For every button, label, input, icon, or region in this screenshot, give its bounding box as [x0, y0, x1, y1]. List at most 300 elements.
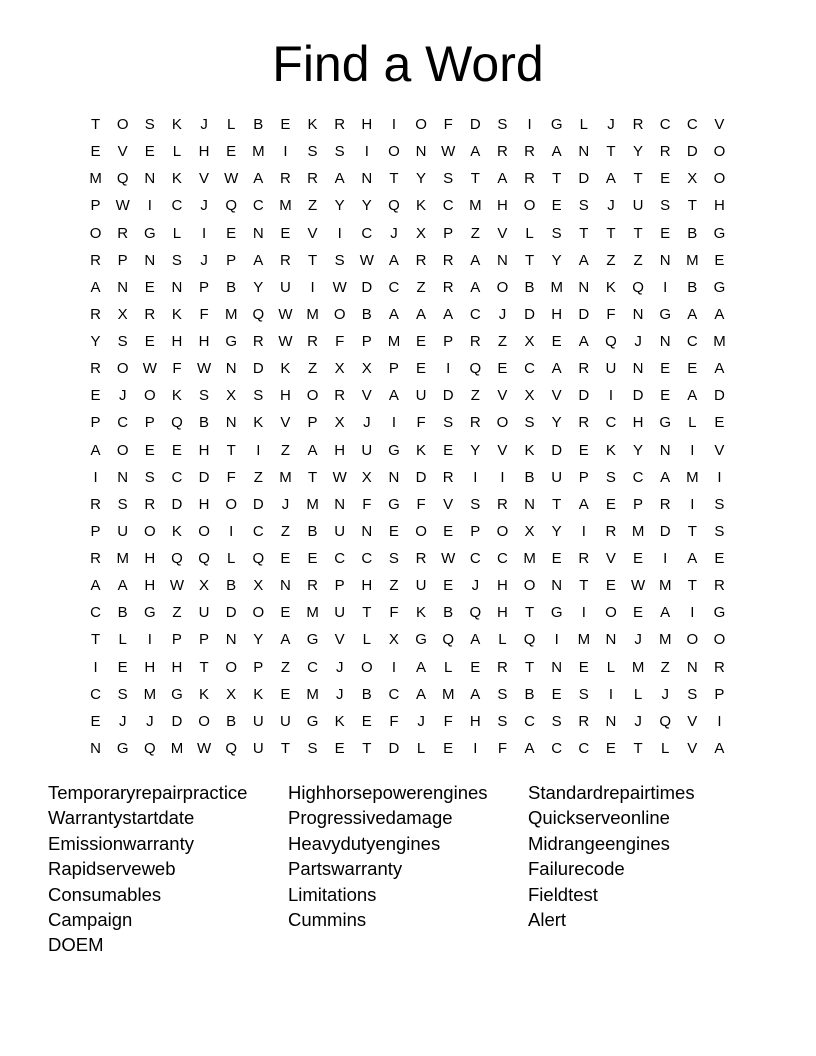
grid-cell[interactable]: N [280, 577, 291, 595]
grid-cell[interactable]: I [690, 495, 695, 513]
grid-cell[interactable]: B [524, 468, 535, 486]
grid-cell[interactable]: N [117, 468, 129, 486]
grid-cell[interactable]: V [361, 387, 372, 405]
grid-cell[interactable]: I [337, 224, 342, 242]
grid-cell[interactable]: C [524, 360, 535, 378]
grid-cell[interactable]: T [389, 170, 399, 188]
grid-cell[interactable]: H [497, 577, 508, 595]
grid-cell[interactable]: D [252, 495, 264, 513]
grid-cell[interactable]: A [388, 251, 399, 269]
grid-cell[interactable]: M [224, 305, 238, 323]
grid-cell[interactable]: M [441, 685, 455, 703]
grid-cell[interactable]: P [226, 251, 237, 269]
grid-cell[interactable]: U [551, 468, 563, 486]
grid-cell[interactable]: Q [198, 550, 210, 567]
grid-cell[interactable]: S [199, 387, 210, 405]
grid-cell[interactable]: U [415, 577, 427, 595]
grid-cell[interactable]: I [147, 631, 152, 649]
grid-cell[interactable]: K [605, 278, 616, 296]
grid-cell[interactable]: V [497, 441, 508, 459]
grid-cell[interactable]: K [253, 685, 264, 703]
grid-cell[interactable]: D [171, 712, 183, 730]
grid-cell[interactable]: P [253, 658, 264, 676]
grid-cell[interactable]: D [524, 305, 535, 323]
grid-cell[interactable]: N [632, 305, 644, 323]
grid-cell[interactable]: G [171, 685, 183, 703]
grid-cell[interactable]: B [307, 522, 318, 540]
grid-cell[interactable]: O [252, 604, 265, 622]
grid-cell[interactable]: W [359, 251, 374, 269]
grid-cell[interactable]: R [334, 387, 346, 405]
grid-cell[interactable]: O [198, 522, 210, 540]
grid-cell[interactable]: A [470, 631, 481, 649]
grid-cell[interactable]: I [446, 360, 451, 378]
grid-cell[interactable]: U [334, 604, 346, 622]
grid-cell[interactable]: R [307, 170, 318, 188]
grid-cell[interactable]: J [146, 712, 154, 730]
grid-cell[interactable]: Z [470, 224, 480, 242]
grid-cell[interactable]: S [470, 495, 481, 513]
grid-cell[interactable]: Y [334, 197, 345, 215]
grid-cell[interactable]: R [578, 414, 590, 432]
grid-cell[interactable]: T [606, 224, 616, 242]
grid-cell[interactable]: J [118, 387, 127, 405]
grid-cell[interactable]: Q [252, 305, 265, 323]
grid-cell[interactable]: A [470, 278, 481, 296]
grid-cell[interactable]: W [142, 360, 157, 378]
grid-cell[interactable]: B [226, 278, 237, 296]
grid-cell[interactable]: K [171, 522, 182, 540]
grid-cell[interactable]: Z [416, 278, 426, 296]
grid-cell[interactable]: T [633, 170, 643, 188]
grid-cell[interactable]: Y [361, 197, 372, 215]
grid-cell[interactable]: W [441, 143, 456, 161]
grid-cell[interactable]: N [659, 333, 671, 350]
grid-cell[interactable]: J [118, 712, 127, 730]
grid-cell[interactable]: J [200, 251, 208, 269]
grid-cell[interactable]: G [713, 604, 726, 622]
grid-cell[interactable]: F [335, 333, 345, 350]
grid-cell[interactable]: W [278, 333, 293, 350]
grid-cell[interactable]: A [470, 143, 481, 161]
grid-cell[interactable]: S [144, 116, 155, 133]
grid-cell[interactable]: I [391, 414, 397, 432]
grid-cell[interactable]: X [524, 333, 535, 350]
grid-cell[interactable]: I [500, 468, 505, 486]
grid-cell[interactable]: B [443, 604, 454, 622]
grid-cell[interactable]: C [171, 197, 183, 215]
grid-cell[interactable]: A [443, 305, 454, 323]
grid-cell[interactable]: E [144, 143, 155, 161]
grid-cell[interactable]: T [280, 739, 291, 757]
grid-cell[interactable]: R [144, 495, 156, 513]
grid-cell[interactable]: I [364, 143, 369, 161]
grid-cell[interactable]: M [306, 685, 319, 703]
grid-cell[interactable]: N [415, 143, 427, 161]
grid-cell[interactable]: X [334, 360, 345, 378]
grid-cell[interactable]: F [443, 116, 453, 133]
grid-cell[interactable]: R [524, 170, 535, 188]
grid-cell[interactable]: B [524, 685, 535, 703]
grid-cell[interactable]: U [252, 739, 264, 757]
grid-cell[interactable]: Q [143, 739, 156, 757]
grid-cell[interactable]: K [416, 604, 427, 622]
grid-cell[interactable]: N [144, 170, 156, 188]
grid-cell[interactable]: Q [659, 712, 672, 730]
grid-cell[interactable]: V [497, 387, 508, 405]
grid-cell[interactable]: A [687, 305, 698, 323]
grid-cell[interactable]: F [606, 305, 616, 323]
grid-cell[interactable]: U [632, 197, 644, 215]
grid-cell[interactable]: E [416, 360, 427, 378]
grid-cell[interactable]: X [226, 685, 237, 703]
grid-cell[interactable]: D [252, 360, 264, 378]
grid-cell[interactable]: K [334, 712, 345, 730]
grid-cell[interactable]: H [361, 577, 373, 595]
grid-cell[interactable]: I [717, 712, 722, 730]
grid-cell[interactable]: E [660, 360, 671, 378]
grid-cell[interactable]: I [581, 522, 586, 540]
grid-cell[interactable]: E [633, 604, 644, 622]
grid-cell[interactable]: Z [497, 333, 508, 350]
grid-cell[interactable]: J [335, 658, 344, 676]
grid-cell[interactable]: H [198, 333, 210, 350]
grid-cell[interactable]: C [361, 550, 373, 567]
grid-cell[interactable]: P [443, 333, 454, 350]
grid-cell[interactable]: O [713, 170, 726, 188]
grid-cell[interactable]: Q [252, 550, 265, 567]
grid-cell[interactable]: A [388, 305, 399, 323]
grid-cell[interactable]: E [714, 251, 725, 269]
grid-cell[interactable]: F [172, 360, 182, 378]
grid-cell[interactable]: H [144, 550, 156, 567]
grid-cell[interactable]: W [441, 550, 456, 567]
grid-cell[interactable]: R [90, 550, 101, 567]
grid-cell[interactable]: N [686, 658, 698, 676]
grid-cell[interactable]: Q [632, 278, 644, 296]
grid-cell[interactable]: F [226, 468, 236, 486]
grid-cell[interactable]: E [578, 658, 589, 676]
grid-cell[interactable]: D [714, 387, 725, 405]
grid-cell[interactable]: R [90, 251, 101, 269]
grid-cell[interactable]: B [226, 577, 237, 595]
grid-cell[interactable]: Y [551, 522, 562, 540]
grid-cell[interactable]: R [442, 278, 454, 296]
grid-cell[interactable]: U [280, 278, 291, 296]
grid-cell[interactable]: C [90, 604, 101, 622]
grid-cell[interactable]: A [578, 333, 589, 350]
grid-cell[interactable]: I [229, 522, 234, 540]
grid-cell[interactable]: D [225, 604, 237, 622]
grid-cell[interactable]: M [658, 577, 672, 595]
grid-cell[interactable]: X [334, 414, 345, 432]
grid-cell[interactable]: M [170, 739, 184, 757]
grid-cell[interactable]: A [578, 495, 589, 513]
grid-cell[interactable]: C [442, 197, 454, 215]
grid-cell[interactable]: T [524, 604, 535, 622]
grid-cell[interactable]: O [225, 658, 238, 676]
grid-cell[interactable]: P [144, 414, 155, 432]
grid-cell[interactable]: O [496, 414, 509, 432]
grid-cell[interactable]: L [606, 658, 616, 676]
grid-cell[interactable]: L [172, 224, 182, 242]
grid-cell[interactable]: Z [307, 360, 318, 378]
grid-cell[interactable]: A [524, 739, 535, 757]
grid-cell[interactable]: L [416, 739, 426, 757]
grid-cell[interactable]: E [443, 441, 454, 459]
grid-cell[interactable]: M [306, 604, 319, 622]
grid-cell[interactable]: N [117, 278, 129, 296]
grid-cell[interactable]: H [551, 305, 563, 323]
grid-cell[interactable]: P [117, 251, 128, 269]
grid-cell[interactable]: P [714, 685, 725, 703]
grid-cell[interactable]: F [199, 305, 209, 323]
grid-cell[interactable]: H [144, 577, 156, 595]
grid-cell[interactable]: N [361, 522, 373, 540]
grid-cell[interactable]: B [361, 305, 372, 323]
grid-cell[interactable]: Z [280, 441, 291, 459]
grid-cell[interactable]: W [169, 577, 185, 595]
grid-cell[interactable]: O [523, 197, 536, 215]
grid-cell[interactable]: R [714, 658, 725, 676]
grid-cell[interactable]: E [90, 387, 101, 405]
grid-cell[interactable]: W [224, 170, 239, 188]
grid-cell[interactable]: E [633, 550, 644, 567]
grid-cell[interactable]: A [307, 441, 318, 459]
grid-cell[interactable]: A [253, 170, 264, 188]
grid-cell[interactable]: X [388, 631, 399, 649]
grid-cell[interactable]: E [388, 522, 399, 540]
grid-cell[interactable]: O [523, 577, 536, 595]
grid-cell[interactable]: H [497, 197, 508, 215]
grid-cell[interactable]: M [279, 468, 292, 486]
grid-cell[interactable]: X [416, 224, 427, 242]
grid-cell[interactable]: N [361, 170, 373, 188]
grid-cell[interactable]: E [117, 658, 128, 676]
grid-cell[interactable]: E [660, 387, 671, 405]
grid-cell[interactable]: R [497, 495, 508, 513]
grid-cell[interactable]: A [117, 577, 128, 595]
grid-cell[interactable]: T [687, 522, 697, 540]
grid-cell[interactable]: T [552, 170, 562, 188]
grid-cell[interactable]: R [280, 251, 291, 269]
grid-cell[interactable]: W [278, 305, 293, 323]
grid-cell[interactable]: Q [605, 333, 617, 350]
grid-cell[interactable]: I [608, 685, 614, 703]
grid-cell[interactable]: O [360, 658, 373, 676]
grid-cell[interactable]: I [581, 604, 586, 622]
grid-cell[interactable]: L [661, 739, 670, 757]
grid-cell[interactable]: I [554, 631, 559, 649]
grid-cell[interactable]: W [196, 360, 212, 378]
grid-cell[interactable]: O [306, 387, 319, 405]
grid-cell[interactable]: E [551, 685, 562, 703]
grid-cell[interactable]: A [90, 577, 101, 595]
grid-cell[interactable]: E [144, 278, 155, 296]
grid-cell[interactable]: Z [470, 387, 480, 405]
grid-cell[interactable]: N [225, 631, 237, 649]
grid-cell[interactable]: B [253, 116, 264, 133]
grid-cell[interactable]: I [93, 658, 98, 676]
grid-cell[interactable]: Y [253, 631, 264, 649]
grid-cell[interactable]: R [442, 251, 454, 269]
grid-cell[interactable]: S [605, 468, 616, 486]
grid-cell[interactable]: A [551, 143, 562, 161]
grid-cell[interactable]: D [578, 387, 590, 405]
grid-cell[interactable]: I [201, 224, 207, 242]
grid-cell[interactable]: L [444, 658, 453, 676]
grid-cell[interactable]: H [171, 333, 183, 350]
grid-cell[interactable]: P [470, 522, 481, 540]
grid-cell[interactable]: E [660, 224, 671, 242]
grid-cell[interactable]: K [171, 116, 182, 133]
grid-cell[interactable]: G [225, 333, 238, 350]
grid-cell[interactable]: M [686, 251, 699, 269]
grid-cell[interactable]: R [415, 550, 427, 567]
grid-cell[interactable]: M [252, 143, 265, 161]
grid-cell[interactable]: L [688, 414, 697, 432]
grid-cell[interactable]: S [117, 685, 128, 703]
grid-cell[interactable]: O [143, 387, 156, 405]
grid-cell[interactable]: J [607, 197, 615, 215]
grid-cell[interactable]: O [713, 143, 726, 161]
grid-cell[interactable]: R [144, 305, 156, 323]
grid-cell[interactable]: Z [389, 577, 399, 595]
grid-cell[interactable]: R [469, 414, 481, 432]
grid-cell[interactable]: F [416, 414, 426, 432]
grid-cell[interactable]: K [416, 197, 427, 215]
grid-cell[interactable]: I [717, 468, 722, 486]
grid-cell[interactable]: A [416, 305, 427, 323]
grid-cell[interactable]: A [280, 631, 291, 649]
grid-cell[interactable]: X [253, 577, 264, 595]
grid-cell[interactable]: W [332, 278, 347, 296]
grid-cell[interactable]: Y [633, 441, 644, 459]
grid-cell[interactable]: Q [171, 414, 183, 432]
grid-cell[interactable]: H [361, 116, 373, 133]
grid-cell[interactable]: L [633, 685, 643, 703]
grid-cell[interactable]: C [388, 685, 400, 703]
grid-cell[interactable]: N [659, 441, 671, 459]
grid-cell[interactable]: P [633, 495, 644, 513]
grid-cell[interactable]: A [470, 685, 481, 703]
grid-cell[interactable]: J [498, 305, 507, 323]
grid-cell[interactable]: M [686, 468, 699, 486]
grid-cell[interactable]: P [307, 414, 318, 432]
grid-cell[interactable]: N [334, 495, 346, 513]
grid-cell[interactable]: I [663, 550, 668, 567]
grid-cell[interactable]: D [578, 170, 590, 188]
grid-cell[interactable]: V [714, 116, 725, 133]
grid-cell[interactable]: G [713, 224, 726, 242]
grid-cell[interactable]: X [199, 577, 210, 595]
grid-cell[interactable]: Q [469, 604, 482, 622]
grid-cell[interactable]: E [416, 333, 427, 350]
grid-cell[interactable]: R [90, 305, 101, 323]
grid-cell[interactable]: W [115, 197, 130, 215]
grid-cell[interactable]: R [90, 495, 101, 513]
grid-cell[interactable]: N [225, 360, 237, 378]
grid-cell[interactable]: C [686, 333, 698, 350]
grid-cell[interactable]: C [469, 305, 481, 323]
grid-cell[interactable]: X [117, 305, 128, 323]
grid-cell[interactable]: T [307, 251, 318, 269]
grid-cell[interactable]: A [334, 170, 345, 188]
grid-cell[interactable]: D [361, 278, 373, 296]
grid-cell[interactable]: F [416, 495, 426, 513]
grid-cell[interactable]: S [117, 495, 128, 513]
grid-cell[interactable]: H [714, 197, 725, 215]
grid-cell[interactable]: M [577, 631, 591, 649]
grid-cell[interactable]: P [90, 414, 101, 432]
grid-cell[interactable]: M [523, 550, 536, 567]
grid-cell[interactable]: T [90, 631, 101, 649]
grid-cell[interactable]: U [334, 522, 346, 540]
grid-cell[interactable]: O [686, 631, 699, 649]
grid-cell[interactable]: C [686, 116, 698, 133]
grid-cell[interactable]: Z [280, 658, 291, 676]
grid-cell[interactable]: B [226, 712, 237, 730]
grid-cell[interactable]: S [497, 116, 508, 133]
grid-cell[interactable]: U [605, 360, 617, 378]
grid-cell[interactable]: N [632, 360, 644, 378]
grid-cell[interactable]: A [687, 550, 698, 567]
grid-cell[interactable]: R [307, 333, 318, 350]
grid-cell[interactable]: C [252, 522, 264, 540]
grid-cell[interactable]: Z [606, 251, 616, 269]
grid-cell[interactable]: Z [660, 658, 670, 676]
grid-cell[interactable]: D [469, 116, 481, 133]
grid-cell[interactable]: N [144, 251, 156, 269]
grid-cell[interactable]: E [551, 197, 562, 215]
grid-cell[interactable]: D [198, 468, 210, 486]
grid-cell[interactable]: S [497, 712, 508, 730]
grid-cell[interactable]: J [363, 414, 371, 432]
grid-cell[interactable]: J [471, 577, 480, 595]
grid-cell[interactable]: L [118, 631, 127, 649]
grid-cell[interactable]: T [579, 577, 589, 595]
grid-cell[interactable]: S [307, 739, 318, 757]
grid-cell[interactable]: G [550, 116, 563, 133]
grid-cell[interactable]: E [280, 604, 291, 622]
grid-cell[interactable]: C [524, 712, 535, 730]
grid-cell[interactable]: M [631, 522, 645, 540]
grid-cell[interactable]: N [252, 224, 264, 242]
grid-cell[interactable]: J [200, 197, 208, 215]
grid-cell[interactable]: X [361, 468, 372, 486]
grid-cell[interactable]: V [687, 712, 698, 730]
grid-cell[interactable]: H [144, 658, 156, 676]
grid-cell[interactable]: B [117, 604, 128, 622]
grid-cell[interactable]: I [256, 441, 261, 459]
grid-cell[interactable]: F [443, 712, 453, 730]
grid-cell[interactable]: S [497, 685, 508, 703]
grid-cell[interactable]: C [334, 550, 346, 567]
grid-cell[interactable]: T [633, 224, 643, 242]
grid-cell[interactable]: F [389, 604, 399, 622]
grid-cell[interactable]: I [310, 278, 315, 296]
grid-cell[interactable]: O [605, 604, 617, 622]
grid-cell[interactable]: R [578, 712, 590, 730]
grid-cell[interactable]: A [660, 604, 671, 622]
grid-cell[interactable]: C [90, 685, 101, 703]
grid-cell[interactable]: I [608, 387, 614, 405]
grid-cell[interactable]: N [551, 658, 563, 676]
grid-cell[interactable]: D [171, 495, 183, 513]
grid-cell[interactable]: J [417, 712, 425, 730]
grid-cell[interactable]: A [470, 251, 481, 269]
grid-cell[interactable]: K [524, 441, 535, 459]
